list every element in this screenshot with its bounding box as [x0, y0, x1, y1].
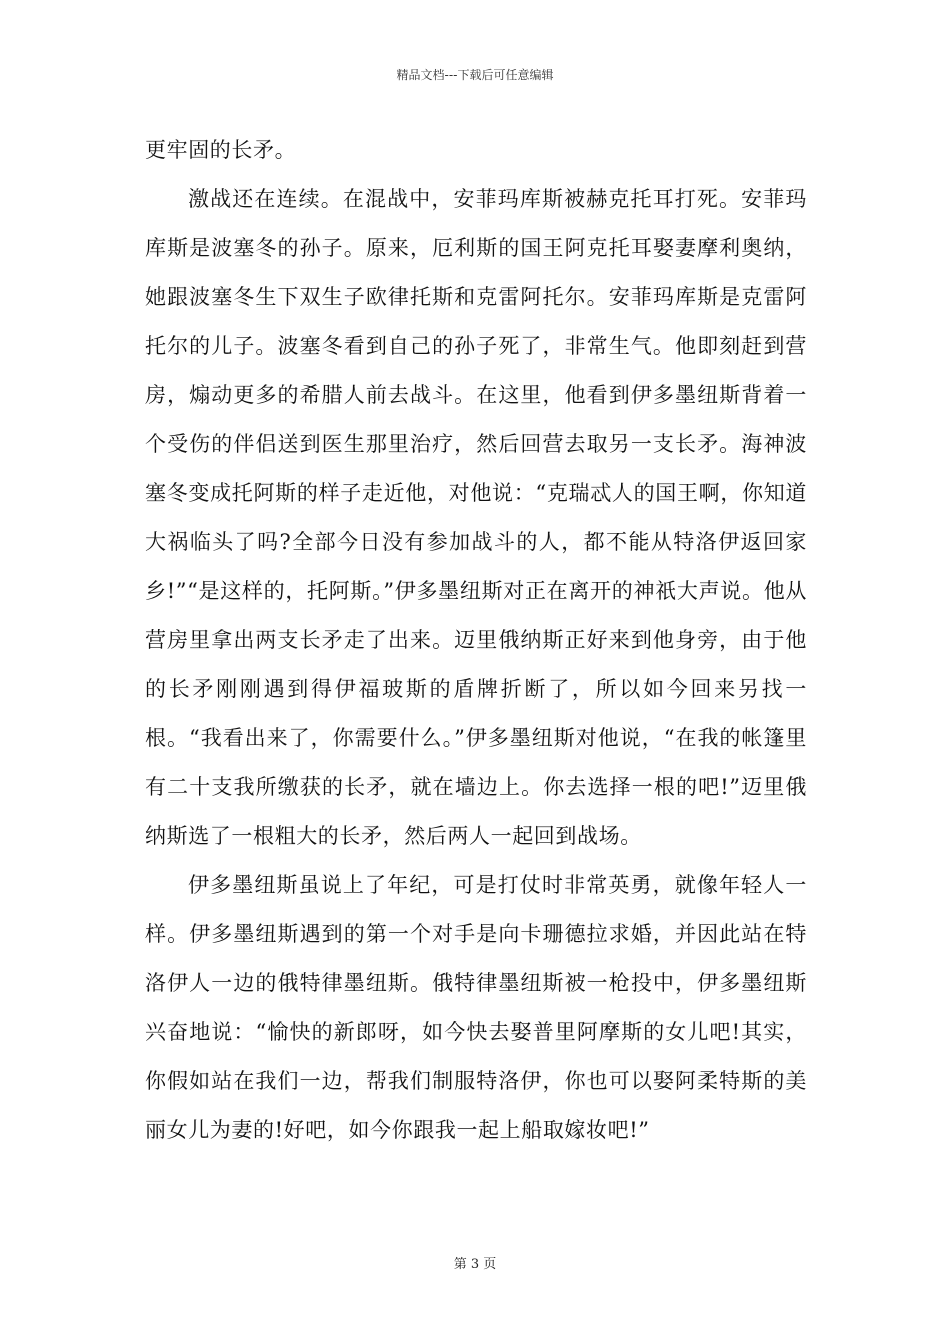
page-header: 精品文档---下载后可任意编辑 — [396, 68, 554, 82]
paragraph: 激战还在连续。在混战中，安菲玛库斯被赫克托耳打死。安菲玛库斯是波塞冬的孙子。原来，厄利斯的国王阿克托耳娶妻摩利奥纳，她跟波塞冬生下双生子欧律托斯和克雷阿托尔。安菲玛库斯是克雷阿托尔的儿子。波塞冬看到自己的孙子死了，非常生气。他即刻赶到营房，煽动更多的希腊人前去战斗。在这里，他看到伊多墨纽斯背着一个受伤的伴侣送到医生那里治疗，然后回营去取另一支长矛。海神波塞冬变成托阿斯的样子走近他，对他说：“克瑞忒人的国王啊，你知道大祸临头了吗?全部今日没有参加战斗的人，都不能从特洛伊返回家乡!”“是这样的，托阿斯。”伊多墨纽斯对正在离开的神祇大声说。他从营房里拿出两支长矛走了出来。迈里俄纳斯正好来到他身旁，由于他的长矛刚刚遇到得伊福玻斯的盾牌折断了，所以如今回来另找一根。“我看出来了，你需要什么。”伊多墨纽斯对他说，“在我的帐篷里有二十支我所缴获的长矛，就在墙边上。你去选择一根的吧!”迈里俄纳斯选了一根粗大的长矛，然后两人一起回到战场。 — [145, 187, 807, 848]
paragraph-continuation: 更牢固的长矛。 — [145, 138, 297, 162]
body-text — [145, 126, 807, 1155]
page-number: 第 3 页 — [453, 1257, 497, 1272]
paragraph: 伊多墨纽斯虽说上了年纪，可是打仗时非常英勇，就像年轻人一样。伊多墨纽斯遇到的第一个对手是向卡珊德拉求婚，并因此站在特洛伊人一边的俄特律墨纽斯。俄特律墨纽斯被一枪投中，伊多墨纽斯兴奋地说：“愉快的新郎呀，如今快去娶普里阿摩斯的女儿吧!其实，你假如站在我们一边，帮我们制服特洛伊，你也可以娶阿柔特斯的美丽女儿为妻的!好吧，如今你跟我一起上船取嫁妆吧!” — [145, 873, 807, 1142]
